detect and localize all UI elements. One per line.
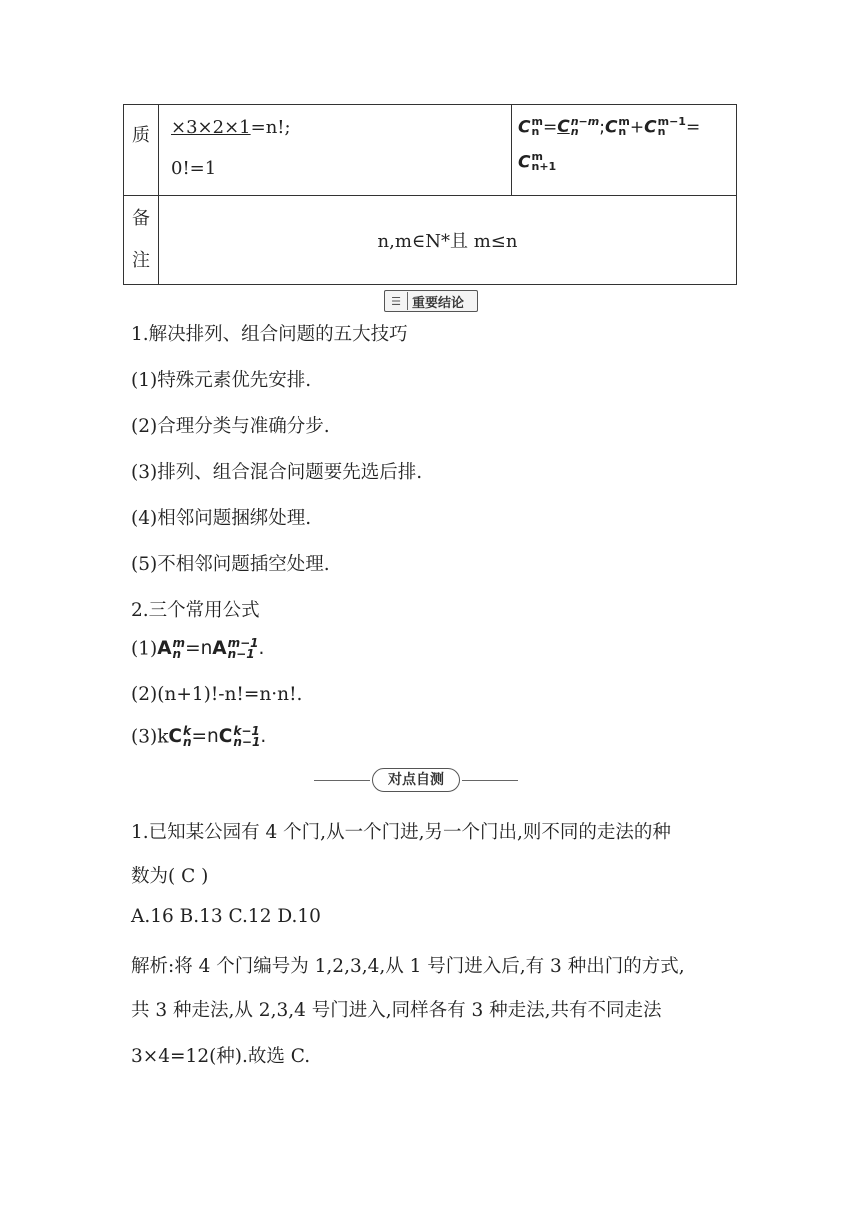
table-row [124, 105, 737, 196]
list-item: (4)相邻问题捆绑处理. [131, 508, 312, 529]
list-item: (2)合理分类与准确分步. [131, 416, 330, 437]
book-icon: ☰ [385, 292, 408, 310]
formula-3: (3)kC k n =nC k−1 n−1 . [131, 724, 267, 750]
question-options: A.16 B.13 C.12 D.10 [131, 906, 321, 927]
table-row [124, 196, 737, 285]
divider [314, 780, 370, 781]
combination-property-cell [512, 105, 737, 196]
section-label: 对点自测 [372, 768, 460, 792]
note-cell: n,m∈N*且 m≤n [159, 196, 737, 285]
formulas-title: 2.三个常用公式 [131, 600, 260, 621]
permutation-formula-line: ×3×2×1=n!; [171, 117, 291, 138]
permutation-property-cell [159, 105, 512, 196]
combination-property-formula: C m n =C n−m n ;C m n +C m−1 n = [518, 115, 701, 139]
self-test-section-header [314, 766, 518, 794]
analysis-line-2: 共 3 种走法,从 2,3,4 号门进入,同样各有 3 种走法,共有不同走法 [131, 1000, 662, 1021]
divider [462, 780, 518, 781]
formula-1: (1)A m n =nA m−1 n−1 . [131, 636, 265, 662]
row-label: 质 [132, 125, 150, 146]
formula-2: (2)(n+1)!-n!=n·n!. [131, 684, 303, 705]
analysis-line-1: 解析:将 4 个门编号为 1,2,3,4,从 1 号门进入后,有 3 种出门的方式, [131, 956, 685, 977]
question-line-2: 数为( C ) [131, 866, 209, 887]
question-line-1: 1.已知某公园有 4 个门,从一个门进,另一个门出,则不同的走法的种 [131, 822, 671, 843]
zero-factorial-line: 0!=1 [171, 158, 217, 179]
combination-property-result: C m n+1 [518, 149, 557, 174]
list-item: (1)特殊元素优先安排. [131, 370, 312, 391]
analysis-line-3: 3×4=12(种).故选 C. [131, 1046, 311, 1067]
row-label-cell: 备 注 [124, 196, 159, 285]
list-item: (5)不相邻问题插空处理. [131, 554, 330, 575]
list-item: (3)排列、组合混合问题要先选后排. [131, 462, 423, 483]
important-conclusion-badge: ☰ 重要结论 [384, 290, 478, 312]
row-label-cell [124, 105, 159, 196]
properties-table [123, 104, 737, 285]
conclusions-title: 1.解决排列、组合问题的五大技巧 [131, 324, 408, 345]
